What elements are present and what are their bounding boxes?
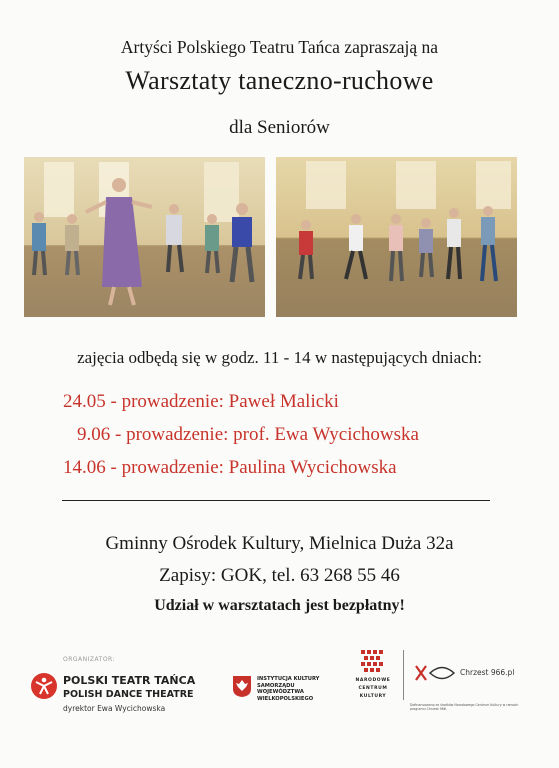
chrzest-text: Chrzest 966.pl (460, 668, 515, 677)
nck-text: NARODOWE CENTRUM KULTURY (355, 678, 391, 699)
chrzest-966-logo-icon (414, 664, 456, 682)
subtitle: dla Seniorów (229, 117, 330, 138)
workshop-photo-2 (276, 157, 517, 317)
venue-address: Gminny Ośrodek Kultury, Mielnica Duża 32a (105, 533, 454, 554)
funding-note: Dofinansowano ze środków Narodowego Centrum Kultury w ramach programu Chrzest 966. (410, 703, 519, 711)
free-participation-note: Udział w warsztatach jest bezpłatny! (154, 597, 405, 614)
workshop-photo-1 (24, 157, 265, 317)
polish-dance-theatre-logo-icon (30, 672, 58, 700)
intro-line: Artyści Polskiego Teatru Tańca zapraszają na (120, 37, 439, 57)
session-2: 9.06 - prowadzenie: prof. Ewa Wycichowska (77, 424, 419, 445)
session-3: 14.06 - prowadzenie: Paulina Wycichowska (63, 457, 397, 478)
session-1: 24.05 - prowadzenie: Paweł Malicki (63, 391, 339, 412)
page-title: Warsztaty taneczno-ruchowe (125, 66, 434, 95)
ptt-name-pl: POLSKI TEATR TAŃCA (63, 674, 196, 687)
divider (62, 500, 490, 501)
ptt-name-en: POLISH DANCE THEATRE (63, 689, 194, 700)
voivodeship-eagle-emblem-icon (232, 675, 252, 698)
logo-divider (403, 650, 404, 700)
organizer-label: ORGANIZATOR: (63, 656, 116, 663)
ptt-director: dyrektor Ewa Wycichowska (63, 704, 166, 713)
schedule-intro: zajęcia odbędą się w godz. 11 - 14 w następujących dniach: (77, 348, 482, 367)
institution-text: INSTYTUCJA KULTURY SAMORZĄDU WOJEWÓDZTWA WIELKOPOLSKIEGO (257, 676, 320, 702)
signup-info: Zapisy: GOK, tel. 63 268 55 46 (159, 565, 400, 586)
national-culture-centre-logo-icon (360, 649, 386, 673)
